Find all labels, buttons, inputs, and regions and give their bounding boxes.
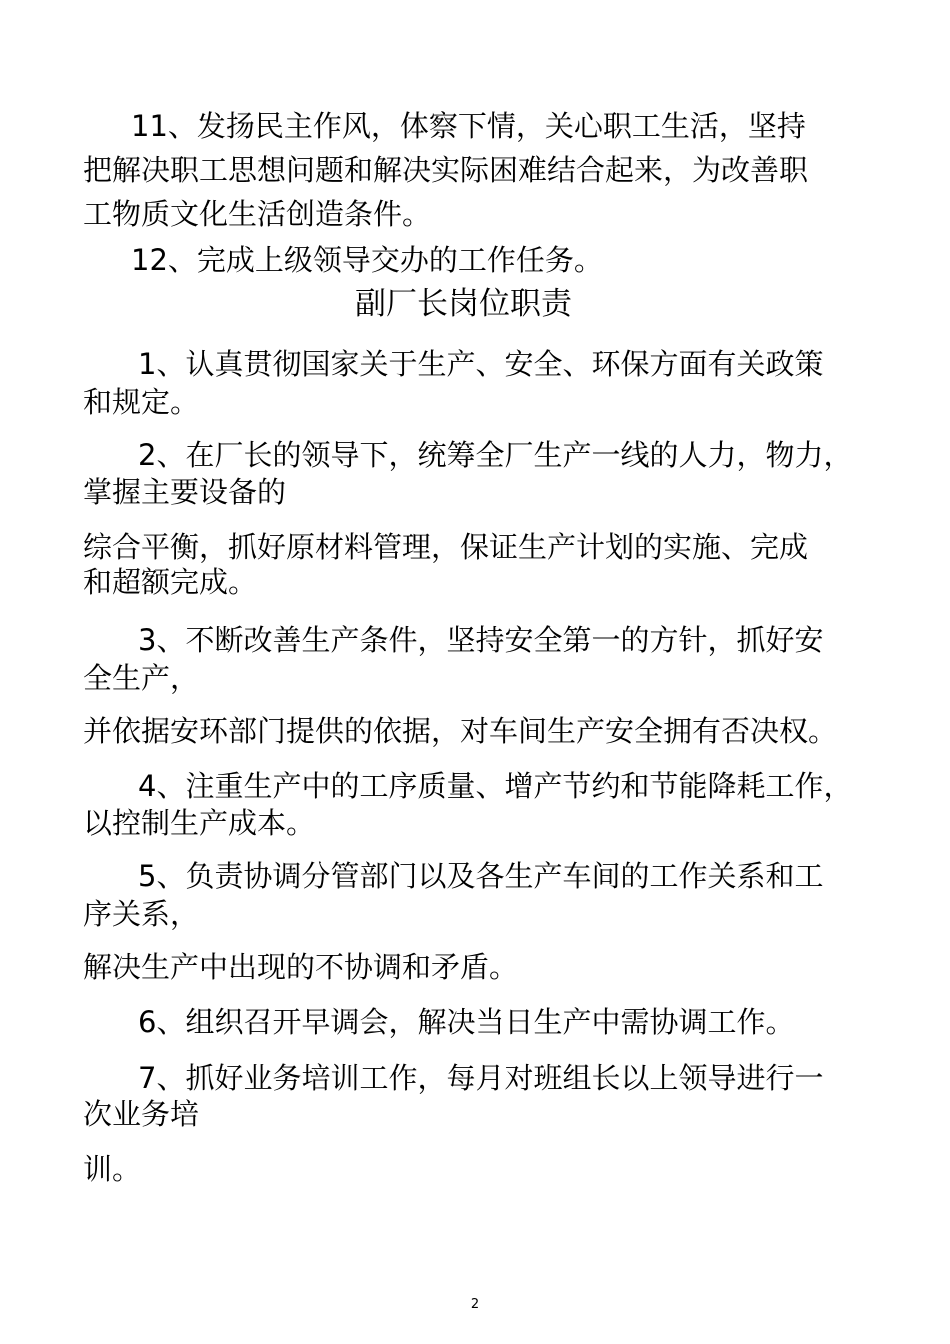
text-line: 序关系， (83, 897, 200, 931)
text-line: 6、组织召开早调会，解决当日生产中需协调工作。 (138, 1005, 795, 1039)
text-line: 次业务培 (83, 1097, 200, 1131)
text-line: 和规定。 (83, 385, 200, 419)
text-line: 解决生产中出现的不协调和矛盾。 (83, 950, 519, 984)
page-number: 2 (470, 1297, 480, 1312)
text-line: 把解决职工思想问题和解决实际困难结合起来，为改善职 (83, 153, 809, 187)
section-title: 副厂长岗位职责 (355, 286, 572, 322)
text-line: 以控制生产成本。 (83, 806, 316, 840)
text-line: 全生产， (83, 661, 200, 695)
text-line: 5、负责协调分管部门以及各生产车间的工作关系和工 (138, 859, 824, 893)
text-line: 综合平衡，抓好原材料管理，保证生产计划的实施、完成 (83, 530, 809, 564)
text-line: 工物质文化生活创造条件。 (83, 197, 432, 231)
text-line: 并依据安环部门提供的依据，对车间生产安全拥有否决权。 (83, 714, 838, 748)
text-line: 和超额完成。 (83, 565, 258, 599)
text-line: 3、不断改善生产条件，坚持安全第一的方针，抓好安 (138, 623, 824, 657)
text-line: 7、抓好业务培训工作，每月对班组长以上领导进行一 (138, 1061, 824, 1095)
text-line: 训。 (83, 1152, 142, 1186)
text-line: 12、完成上级领导交办的工作任务。 (131, 243, 603, 277)
text-line: 4、注重生产中的工序质量、增产节约和节能降耗工作， (138, 769, 853, 803)
text-line: 2、在厂长的领导下，统筹全厂生产一线的人力，物力， (138, 438, 853, 472)
text-line: 掌握主要设备的 (83, 475, 287, 509)
text-line: 11、发扬民主作风，体察下情，关心职工生活，坚持 (131, 109, 806, 143)
text-line: 1、认真贯彻国家关于生产、安全、环保方面有关政策 (138, 347, 824, 381)
